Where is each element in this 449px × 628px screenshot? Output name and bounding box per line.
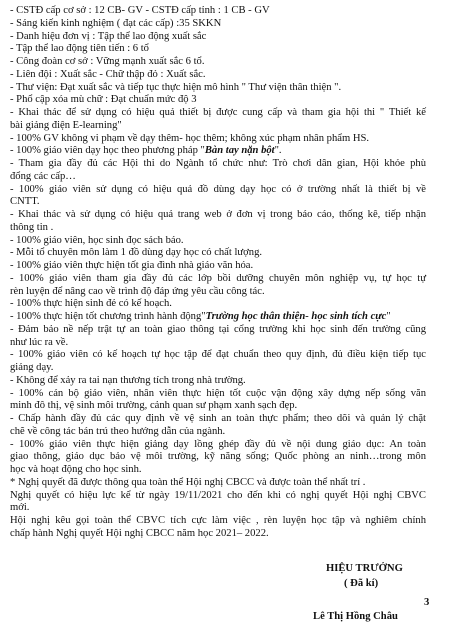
text-line: giao thông, giáo dục bảo vệ môi trường, kỹ năng sống; Quốc phòng an ninh…trong môn [10, 451, 426, 463]
emphasis-text: Trường học thân thiện- học sinh tích cực [205, 311, 387, 322]
text-line: * Nghị quyết đã được thông qua toàn thể Hội nghị CBCC và được toàn thể nhất trí . [10, 476, 366, 488]
text-line: - Sáng kiến kinh nghiệm ( đạt các cấp) :35 SKKN [10, 17, 222, 29]
page-number: 3 [424, 597, 430, 608]
text-line: Nghị quyết có hiệu lực kể từ ngày 19/11/2021 cho đến khi có nghị quyết Hội nghị CBVC [10, 489, 426, 501]
text-line: - 100% cán bộ giáo viên, nhân viên thực hiện tốt cuộc vận động xây dựng nếp sống văn [10, 387, 426, 399]
text-line: chấp hành Nghị quyết Hội nghị CBCC năm học 2021– 2022. [10, 527, 269, 539]
text-line: minh đô thị, vệ sinh môi trường, cảnh quan sư phạm xanh sạch đẹp. [10, 400, 298, 412]
text-line: Hội nghị kêu gọi toàn thể CBVC tích cực làm việc , rèn luyện học tập và nghiêm chỉnh [10, 515, 426, 526]
text-line: - Mỗi tổ chuyên môn làm 1 đồ dùng dạy học có chất lượng. [10, 247, 263, 259]
emphasis-text: Bàn tay nặn bột [204, 145, 275, 157]
text-line: - Tham gia đầy đủ các Hội thi do Ngành tổ chức như: Trò chơi dân gian, Hội khỏe phù [10, 158, 426, 169]
text-line: thông tin . [10, 221, 54, 233]
text-line: - Chấp hành đầy đủ các quy định về vệ sinh an toàn thực phẩm; theo dõi và quản lý chặt [10, 413, 426, 424]
text-line: - Đảm bảo nề nếp trật tự an toàn giao thông tại cổng trường khi học sinh đến trường cũng [10, 323, 426, 335]
text-line: bài giảng điện E-learning" [10, 119, 122, 131]
text-line: rèn luyện để nâng cao về trình độ đáp ứng yêu cầu công tác. [10, 285, 265, 297]
text-line: - 100% giáo viên, học sinh đọc sách báo. [10, 234, 184, 246]
text-line: chẽ về công tác bán trú theo hướng dẫn của ngành. [10, 425, 226, 437]
text-line: - Công đoàn cơ sở : Vững mạnh xuất sắc 6 tổ. [10, 56, 205, 67]
text-line: - 100% giáo viên thực hiện giảng dạy lồng ghép đầy đủ về nội dung giáo dục: An toàn [10, 438, 426, 450]
text-line: - 100% GV không vi phạm về dạy thêm- học thêm; không xúc phạm nhân phẩm HS. [10, 132, 370, 144]
text-line: - Danh hiệu đơn vị : Tập thể lao động xuất sắc [10, 30, 207, 42]
text-fragment: - 100% thực hiện tốt chương trình hành động" [10, 311, 206, 322]
text-line: - 100% giáo viên thực hiện tốt gia đình nhà giáo văn hóa. [10, 260, 254, 271]
signature-signed-note: ( Đã kí) [344, 578, 379, 589]
signer-name: Lê Thị Hồng Châu [313, 611, 398, 622]
text-line: - Tập thể lao động tiên tiến : 6 tổ [10, 43, 149, 55]
text-line: mới. [10, 502, 30, 514]
text-line: - Thư viện: Đạt xuất sắc và tiếp tục thực hiện mô hình " Thư viện thân thiện ". [10, 81, 342, 93]
signature-title: HIỆU TRƯỞNG [326, 563, 403, 574]
text-line: - CSTĐ cấp cơ sở : 12 CB- GV - CSTĐ cấp tỉnh : 1 CB - GV [10, 5, 270, 16]
document-body [10, 5, 426, 541]
text-line: như lúc ra về. [10, 336, 69, 348]
text-fragment: ". [274, 145, 282, 157]
text-line: - Liên đội : Xuất sắc - Chữ thập đỏ : Xuất sắc. [10, 68, 206, 80]
text-line: đổng các cấp… [10, 170, 76, 182]
text-fragment: - 100% giáo viên dạy học theo phương pháp " [10, 145, 205, 157]
text-line: học và hoạt động cho học sinh. [10, 464, 142, 475]
text-line: - Khai thác và sử dụng có hiệu quả trang web ở đơn vị trong báo cáo, thống kê, tiếp nhận [10, 209, 426, 220]
text-line: giảng dạy. [10, 362, 54, 373]
text-line: CNTT. [10, 196, 40, 208]
text-line: - Phổ cập xóa mù chữ : Đạt chuẩn mức độ 3 [10, 94, 197, 106]
text-line: - 100% thực hiện sinh đẻ có kế hoạch. [10, 298, 172, 310]
text-line [10, 145, 426, 158]
text-fragment: " [386, 311, 391, 322]
text-line: - 100% giáo viên tham gia đầy đủ các lớp bồi dưỡng chuyên môn nghiệp vụ, tự học tự [10, 272, 426, 284]
text-line: - 100% giáo viên có kế hoạch tự học tập để đạt chuẩn theo quy định, đủ điều kiện tiếp tục [10, 349, 426, 361]
text-line: - Không để xảy ra tai nạn thương tích trong nhà trường. [10, 374, 246, 386]
text-line: - 100% giáo viên sử dụng có hiệu quả đồ dùng dạy học có ở trường nhất là thiết bị về [10, 183, 426, 195]
text-line [10, 311, 426, 324]
text-line: - Khai thác để sử dụng có hiệu quả thiết bị được cung cấp và tham gia hội thi " Thiết kế [10, 107, 426, 118]
